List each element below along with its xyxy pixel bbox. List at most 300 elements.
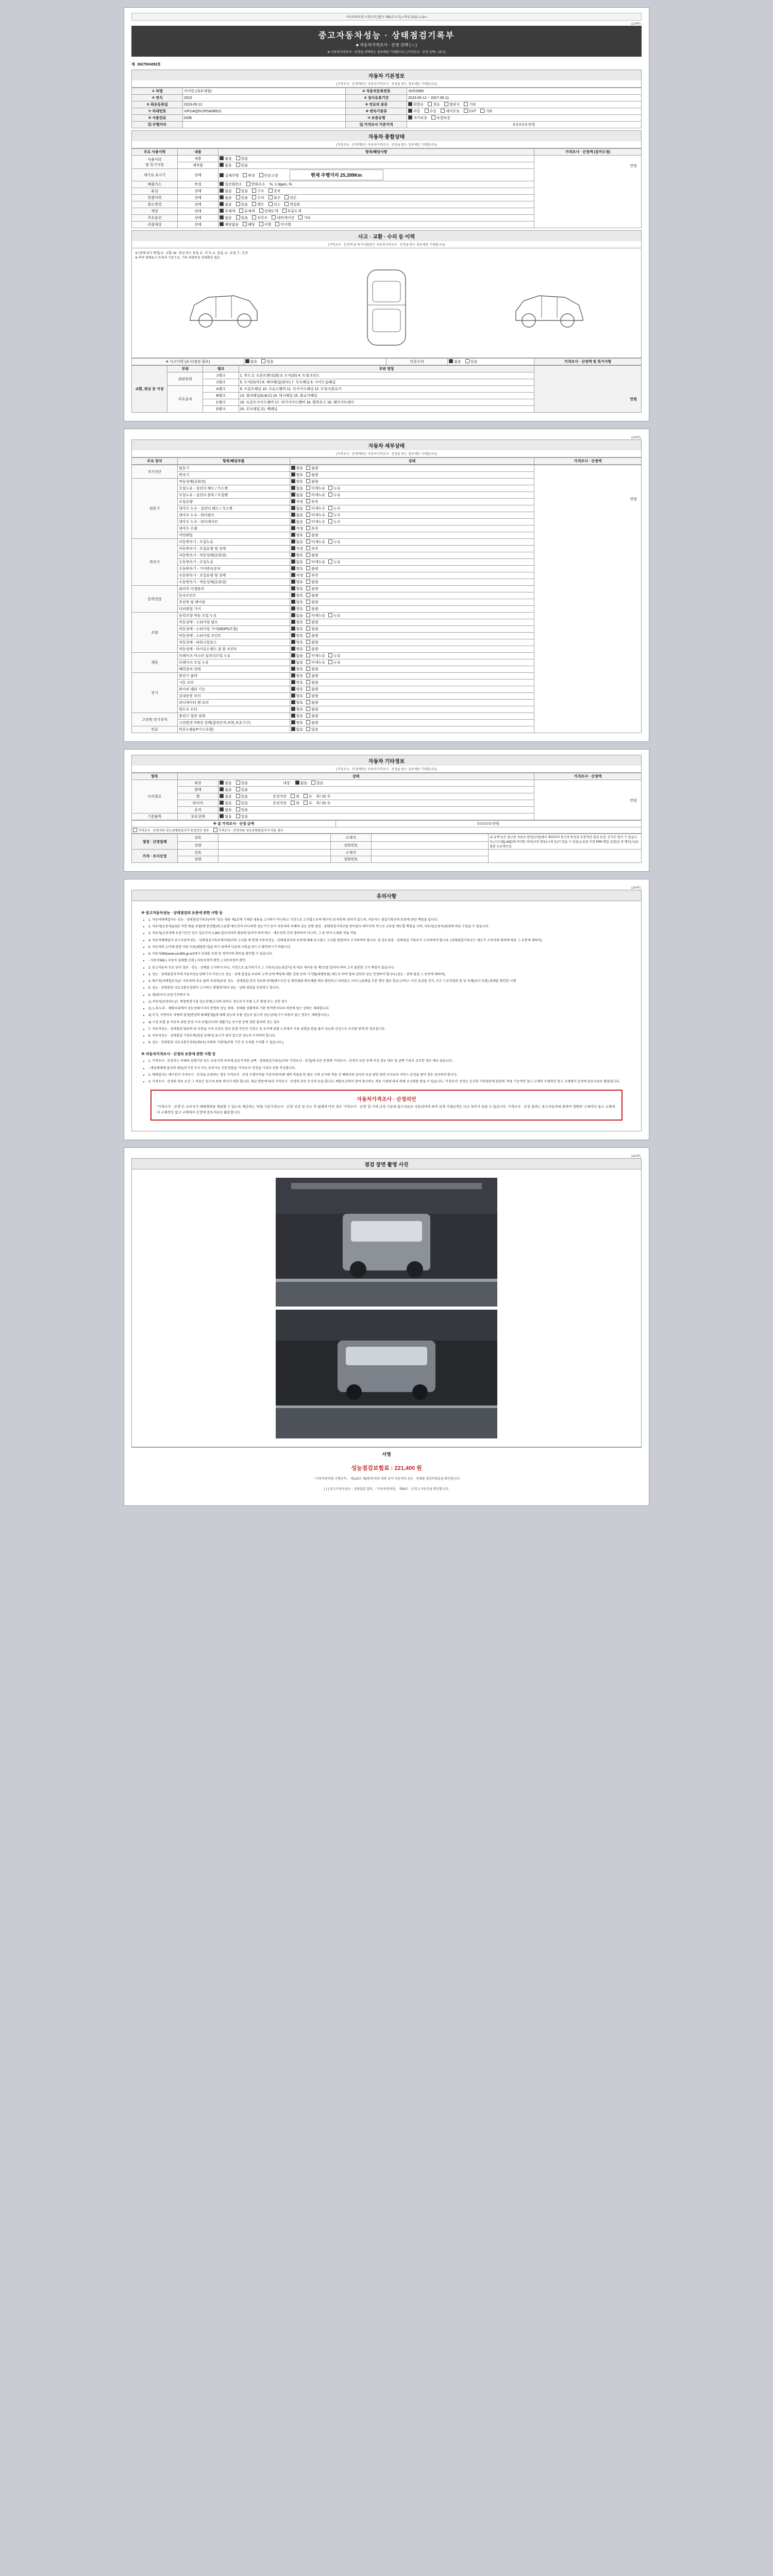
checkbox-icon[interactable]: [220, 209, 224, 213]
fuel-option-1[interactable]: [428, 102, 440, 107]
checkbox-icon[interactable]: [220, 814, 224, 818]
checkbox-icon[interactable]: [328, 613, 332, 617]
detail-option[interactable]: [291, 680, 304, 685]
checkbox-icon[interactable]: [304, 801, 308, 805]
checkbox-icon[interactable]: [291, 626, 295, 631]
detail-option[interactable]: [291, 660, 304, 665]
detail-option[interactable]: [291, 493, 304, 498]
recall-sub-0[interactable]: [259, 222, 272, 227]
checkbox-icon[interactable]: [284, 202, 289, 206]
detail-option[interactable]: [291, 606, 304, 612]
detail-option[interactable]: [291, 600, 304, 605]
checkbox-icon[interactable]: [252, 195, 256, 199]
checkbox-icon[interactable]: [306, 600, 310, 604]
detail-option[interactable]: [291, 526, 304, 531]
checkbox-icon[interactable]: [291, 466, 295, 470]
detail-option[interactable]: [306, 486, 325, 491]
detail-option[interactable]: [306, 479, 318, 484]
detail-option[interactable]: [291, 553, 304, 558]
checkbox-icon[interactable]: [291, 499, 295, 503]
detail-option[interactable]: [306, 720, 318, 725]
color-sub-1[interactable]: [282, 209, 301, 214]
opt-sub-2[interactable]: [298, 215, 311, 221]
checkbox-icon[interactable]: [328, 493, 332, 497]
detail-option[interactable]: [291, 707, 304, 712]
checkbox-icon[interactable]: [236, 202, 240, 206]
trans-option-4[interactable]: [480, 109, 493, 114]
checkbox-icon[interactable]: [291, 801, 295, 805]
opt-sub-0[interactable]: [252, 215, 267, 221]
detail-option[interactable]: [306, 546, 318, 551]
checkbox-icon[interactable]: [291, 593, 295, 597]
etc-opt-4-1[interactable]: [236, 807, 248, 812]
recall-opt-0[interactable]: [220, 222, 239, 227]
trans-option-1[interactable]: [425, 109, 437, 114]
detail-option[interactable]: [306, 580, 318, 585]
checkbox-icon[interactable]: [306, 546, 310, 550]
checkbox-icon[interactable]: [428, 102, 432, 106]
checkbox-icon[interactable]: [291, 653, 295, 657]
checkbox-icon[interactable]: [236, 801, 240, 805]
checkbox-icon[interactable]: [291, 566, 295, 570]
detail-option[interactable]: [306, 640, 318, 645]
checkbox-icon[interactable]: [252, 215, 256, 219]
checkbox-icon[interactable]: [304, 794, 308, 798]
checkbox-icon[interactable]: [236, 215, 240, 219]
checkbox-icon[interactable]: [306, 626, 310, 631]
fuel-option-0[interactable]: [408, 102, 424, 107]
checkbox-icon[interactable]: [252, 189, 256, 193]
checkbox-icon[interactable]: [328, 506, 332, 510]
detail-option[interactable]: [291, 727, 304, 732]
detail-option[interactable]: [306, 606, 318, 612]
checkbox-icon[interactable]: [220, 222, 224, 226]
checkbox-icon[interactable]: [291, 613, 295, 617]
detail-option[interactable]: [306, 560, 325, 565]
detail-option[interactable]: [306, 660, 325, 665]
checkbox-icon[interactable]: [298, 215, 303, 219]
detail-option[interactable]: [328, 539, 341, 545]
checkbox-icon[interactable]: [306, 560, 310, 564]
overall-opt-1-0[interactable]: [220, 163, 232, 168]
color-opt-0[interactable]: [220, 209, 235, 214]
detail-option[interactable]: [306, 680, 318, 685]
detail-option[interactable]: [306, 673, 318, 679]
detail-option[interactable]: [291, 519, 304, 524]
checkbox-icon[interactable]: [441, 109, 445, 113]
checkbox-icon[interactable]: [306, 513, 310, 517]
checkbox-icon[interactable]: [306, 506, 310, 510]
checkbox-icon[interactable]: [306, 727, 310, 731]
detail-option[interactable]: [306, 593, 318, 598]
checkbox-icon[interactable]: [291, 687, 295, 691]
checkbox-icon[interactable]: [306, 640, 310, 644]
checkbox-icon[interactable]: [306, 633, 310, 637]
checkbox-icon[interactable]: [291, 714, 295, 718]
checkbox-icon[interactable]: [306, 687, 310, 691]
checkbox-icon[interactable]: [306, 580, 310, 584]
checkbox-icon[interactable]: [328, 513, 332, 517]
special-sub-2[interactable]: [284, 195, 297, 200]
checkbox-icon[interactable]: [306, 566, 310, 570]
detail-option[interactable]: [291, 700, 304, 705]
detail-option[interactable]: [306, 573, 318, 578]
detail-option[interactable]: [306, 693, 318, 699]
detail-option[interactable]: [306, 506, 325, 511]
detail-option[interactable]: [291, 714, 304, 719]
checkbox-icon[interactable]: [306, 620, 310, 624]
trans-option-3[interactable]: [464, 109, 476, 113]
detail-option[interactable]: [328, 560, 341, 565]
detail-option[interactable]: [291, 466, 304, 471]
recall-opt-1[interactable]: [243, 222, 255, 227]
checkbox-icon[interactable]: [444, 102, 448, 106]
odo-opt-2[interactable]: [259, 173, 278, 178]
detail-option[interactable]: [306, 647, 318, 652]
checkbox-icon[interactable]: [291, 707, 295, 711]
detail-option[interactable]: [291, 573, 304, 578]
checkbox-icon[interactable]: [133, 828, 137, 832]
checkbox-icon[interactable]: [236, 156, 240, 160]
overall-opt-0-0[interactable]: [220, 156, 232, 161]
usage-sub-2[interactable]: [284, 202, 300, 207]
accident-opt-1[interactable]: [261, 359, 274, 364]
checkbox-icon[interactable]: [328, 560, 332, 564]
checkbox-icon[interactable]: [306, 647, 310, 651]
detail-option[interactable]: [306, 667, 318, 672]
checkbox-icon[interactable]: [220, 189, 224, 193]
detail-option[interactable]: [306, 727, 318, 732]
detail-option[interactable]: [291, 647, 304, 652]
detail-option[interactable]: [291, 720, 304, 725]
checkbox-icon[interactable]: [220, 801, 224, 805]
overall-opt-1-1[interactable]: [236, 163, 248, 168]
checkbox-icon[interactable]: [306, 533, 310, 537]
overall-opt-0-1[interactable]: [236, 156, 248, 161]
checkbox-icon[interactable]: [431, 115, 435, 120]
checkbox-icon[interactable]: [236, 163, 240, 167]
etc-tire-0[interactable]: [291, 801, 299, 806]
special-opt-0[interactable]: [220, 195, 232, 200]
detail-option[interactable]: [291, 586, 304, 591]
checkbox-icon[interactable]: [465, 359, 469, 363]
detail-option[interactable]: [291, 472, 304, 478]
usage-opt-0[interactable]: [220, 202, 232, 207]
checkbox-icon[interactable]: [291, 546, 295, 550]
usage-sub-1[interactable]: [268, 202, 281, 207]
checkbox-icon[interactable]: [291, 680, 295, 684]
checkbox-icon[interactable]: [306, 593, 310, 597]
special-opt-1[interactable]: [236, 195, 248, 200]
checkbox-icon[interactable]: [408, 102, 412, 106]
detail-option[interactable]: [291, 620, 304, 625]
detail-option[interactable]: [291, 479, 304, 484]
checkbox-icon[interactable]: [464, 109, 468, 113]
checkbox-icon[interactable]: [236, 807, 240, 811]
detail-option[interactable]: [306, 472, 318, 478]
checkbox-icon[interactable]: [245, 359, 249, 363]
detail-option[interactable]: [306, 539, 325, 545]
etc-opt-4-0[interactable]: [220, 807, 232, 812]
checkbox-icon[interactable]: [291, 720, 295, 724]
checkbox-icon[interactable]: [306, 486, 310, 490]
color-opt-1[interactable]: [239, 209, 255, 214]
etc-tire-1[interactable]: [304, 801, 312, 806]
etc-opt-0-1[interactable]: [236, 781, 248, 786]
etc-opt-1-1[interactable]: [236, 787, 248, 792]
checkbox-icon[interactable]: [328, 519, 332, 523]
checkbox-icon[interactable]: [291, 693, 295, 698]
opt-sub-1[interactable]: [272, 215, 294, 221]
recall-sub-1[interactable]: [275, 222, 291, 227]
checkbox-icon[interactable]: [291, 606, 295, 611]
checkbox-icon[interactable]: [291, 633, 295, 637]
checkbox-icon[interactable]: [291, 586, 295, 590]
fuel-option-2[interactable]: [444, 102, 460, 107]
checkbox-icon[interactable]: [259, 173, 263, 177]
checkbox-icon[interactable]: [328, 660, 332, 664]
checkbox-icon[interactable]: [291, 539, 295, 544]
checkbox-icon[interactable]: [291, 660, 295, 664]
detail-option[interactable]: [306, 633, 318, 638]
checkbox-icon[interactable]: [306, 693, 310, 698]
checkbox-icon[interactable]: [291, 493, 295, 497]
etc-opt2-0-0[interactable]: [295, 781, 308, 786]
checkbox-icon[interactable]: [306, 526, 310, 530]
etc-opt-3-0[interactable]: [220, 801, 232, 806]
detail-option[interactable]: [306, 620, 318, 625]
checkbox-icon[interactable]: [464, 102, 468, 106]
detail-option[interactable]: [291, 613, 304, 618]
emission-opt-1[interactable]: [246, 182, 265, 187]
checkbox-icon[interactable]: [291, 673, 295, 677]
detail-option[interactable]: [291, 486, 304, 491]
etc-opt-5-0[interactable]: [220, 814, 232, 819]
odo-opt-0[interactable]: [220, 173, 239, 178]
checkbox-icon[interactable]: [306, 493, 310, 497]
checkbox-icon[interactable]: [239, 209, 243, 213]
detail-option[interactable]: [291, 506, 304, 511]
etc-wheel-0[interactable]: [291, 794, 299, 799]
accident-opt-0[interactable]: [245, 359, 258, 364]
special-sub-0[interactable]: [252, 195, 264, 200]
detail-option[interactable]: [291, 640, 304, 645]
warranty-option-1[interactable]: [431, 115, 450, 121]
checkbox-icon[interactable]: [261, 359, 265, 363]
color-sub-0[interactable]: [259, 209, 278, 214]
checkbox-icon[interactable]: [306, 653, 310, 657]
trans-option-0[interactable]: [408, 109, 421, 114]
checkbox-icon[interactable]: [236, 189, 240, 193]
detail-option[interactable]: [306, 513, 325, 518]
checkbox-icon[interactable]: [425, 109, 429, 113]
detail-option[interactable]: [328, 613, 341, 618]
detail-option[interactable]: [306, 586, 318, 591]
fuel-option-3[interactable]: [464, 102, 476, 107]
checkbox-icon[interactable]: [291, 620, 295, 624]
checkbox-icon[interactable]: [243, 173, 247, 177]
diff-person-check[interactable]: [213, 828, 283, 833]
checkbox-icon[interactable]: [220, 163, 224, 167]
checkbox-icon[interactable]: [284, 195, 289, 199]
same-person-check[interactable]: [133, 828, 209, 833]
checkbox-icon[interactable]: [291, 560, 295, 564]
checkbox-icon[interactable]: [311, 781, 315, 785]
checkbox-icon[interactable]: [220, 787, 224, 791]
checkbox-icon[interactable]: [291, 486, 295, 490]
checkbox-icon[interactable]: [306, 466, 310, 470]
checkbox-icon[interactable]: [306, 707, 310, 711]
checkbox-icon[interactable]: [306, 613, 310, 617]
checkbox-icon[interactable]: [220, 173, 224, 177]
checkbox-icon[interactable]: [291, 600, 295, 604]
detail-option[interactable]: [328, 493, 341, 498]
detail-option[interactable]: [306, 613, 325, 618]
checkbox-icon[interactable]: [328, 486, 332, 490]
checkbox-icon[interactable]: [291, 513, 295, 517]
checkbox-icon[interactable]: [408, 115, 412, 120]
detail-option[interactable]: [306, 653, 325, 658]
detail-option[interactable]: [291, 653, 304, 658]
tuning-opt-0[interactable]: [220, 189, 232, 194]
detail-option[interactable]: [306, 707, 318, 712]
detail-option[interactable]: [306, 687, 318, 692]
checkbox-icon[interactable]: [236, 781, 240, 785]
checkbox-icon[interactable]: [291, 553, 295, 557]
detail-option[interactable]: [291, 560, 304, 565]
checkbox-icon[interactable]: [291, 794, 295, 798]
detail-option[interactable]: [291, 499, 304, 504]
detail-option[interactable]: [291, 533, 304, 538]
checkbox-icon[interactable]: [306, 553, 310, 557]
checkbox-icon[interactable]: [408, 109, 412, 113]
warranty-option-0[interactable]: [408, 115, 427, 121]
detail-option[interactable]: [328, 519, 341, 524]
etc-opt2-0-1[interactable]: [311, 781, 324, 786]
detail-option[interactable]: [291, 593, 304, 598]
etc-opt-3-1[interactable]: [236, 801, 248, 806]
etc-opt-1-0[interactable]: [220, 787, 232, 792]
trans-option-2[interactable]: [441, 109, 460, 114]
checkbox-icon[interactable]: [291, 647, 295, 651]
checkbox-icon[interactable]: [213, 828, 217, 832]
detail-option[interactable]: [291, 626, 304, 632]
opt-opt-0[interactable]: [220, 215, 232, 221]
checkbox-icon[interactable]: [306, 573, 310, 577]
checkbox-icon[interactable]: [252, 202, 256, 206]
checkbox-icon[interactable]: [220, 195, 224, 199]
etc-opt-5-1[interactable]: [236, 814, 248, 819]
checkbox-icon[interactable]: [480, 109, 484, 113]
checkbox-icon[interactable]: [328, 653, 332, 657]
checkbox-icon[interactable]: [246, 182, 250, 186]
detail-option[interactable]: [291, 687, 304, 692]
detail-option[interactable]: [291, 667, 304, 672]
checkbox-icon[interactable]: [291, 580, 295, 584]
checkbox-icon[interactable]: [236, 794, 240, 798]
detail-option[interactable]: [328, 506, 341, 511]
opt-opt-1[interactable]: [236, 215, 248, 221]
checkbox-icon[interactable]: [220, 156, 224, 160]
checkbox-icon[interactable]: [291, 700, 295, 704]
checkbox-icon[interactable]: [306, 479, 310, 483]
detail-option[interactable]: [306, 566, 318, 571]
tuning-sub-1[interactable]: [268, 189, 281, 194]
checkbox-icon[interactable]: [291, 519, 295, 523]
checkbox-icon[interactable]: [306, 680, 310, 684]
detail-option[interactable]: [291, 580, 304, 585]
detail-option[interactable]: [328, 513, 341, 518]
detail-option[interactable]: [306, 553, 318, 558]
emission-opt-0[interactable]: [220, 182, 242, 187]
tuning-opt-1[interactable]: [236, 189, 248, 194]
checkbox-icon[interactable]: [306, 700, 310, 704]
etc-opt-2-1[interactable]: [236, 794, 248, 799]
checkbox-icon[interactable]: [220, 807, 224, 811]
detail-option[interactable]: [306, 626, 318, 632]
checkbox-icon[interactable]: [306, 472, 310, 477]
detail-option[interactable]: [306, 700, 318, 705]
simple-opt-0[interactable]: [449, 359, 461, 364]
checkbox-icon[interactable]: [291, 667, 295, 671]
checkbox-icon[interactable]: [306, 586, 310, 590]
checkbox-icon[interactable]: [259, 209, 263, 213]
checkbox-icon[interactable]: [306, 519, 310, 523]
checkbox-icon[interactable]: [275, 222, 279, 226]
checkbox-icon[interactable]: [272, 215, 276, 219]
checkbox-icon[interactable]: [291, 640, 295, 644]
detail-option[interactable]: [291, 673, 304, 679]
checkbox-icon[interactable]: [449, 359, 453, 363]
checkbox-icon[interactable]: [236, 195, 240, 199]
checkbox-icon[interactable]: [291, 472, 295, 477]
checkbox-icon[interactable]: [291, 533, 295, 537]
checkbox-icon[interactable]: [220, 794, 224, 798]
checkbox-icon[interactable]: [220, 781, 224, 785]
checkbox-icon[interactable]: [291, 479, 295, 483]
checkbox-icon[interactable]: [259, 222, 263, 226]
detail-option[interactable]: [328, 653, 341, 658]
etc-wheel-1[interactable]: [304, 794, 312, 799]
checkbox-icon[interactable]: [220, 182, 224, 186]
checkbox-icon[interactable]: [306, 667, 310, 671]
checkbox-icon[interactable]: [328, 539, 332, 544]
detail-option[interactable]: [291, 546, 304, 551]
detail-option[interactable]: [328, 660, 341, 665]
detail-option[interactable]: [291, 693, 304, 699]
checkbox-icon[interactable]: [295, 781, 299, 785]
detail-option[interactable]: [306, 499, 318, 504]
checkbox-icon[interactable]: [220, 202, 224, 206]
checkbox-icon[interactable]: [306, 539, 310, 544]
checkbox-icon[interactable]: [291, 727, 295, 731]
checkbox-icon[interactable]: [306, 673, 310, 677]
detail-option[interactable]: [291, 513, 304, 518]
special-sub-1[interactable]: [268, 195, 281, 200]
checkbox-icon[interactable]: [291, 506, 295, 510]
checkbox-icon[interactable]: [268, 195, 273, 199]
simple-opt-1[interactable]: [465, 359, 478, 364]
checkbox-icon[interactable]: [291, 573, 295, 577]
checkbox-icon[interactable]: [282, 209, 287, 213]
checkbox-icon[interactable]: [220, 215, 224, 219]
checkbox-icon[interactable]: [236, 787, 240, 791]
detail-option[interactable]: [306, 600, 318, 605]
usage-opt-1[interactable]: [236, 202, 248, 207]
checkbox-icon[interactable]: [243, 222, 247, 226]
checkbox-icon[interactable]: [291, 526, 295, 530]
detail-option[interactable]: [291, 633, 304, 638]
